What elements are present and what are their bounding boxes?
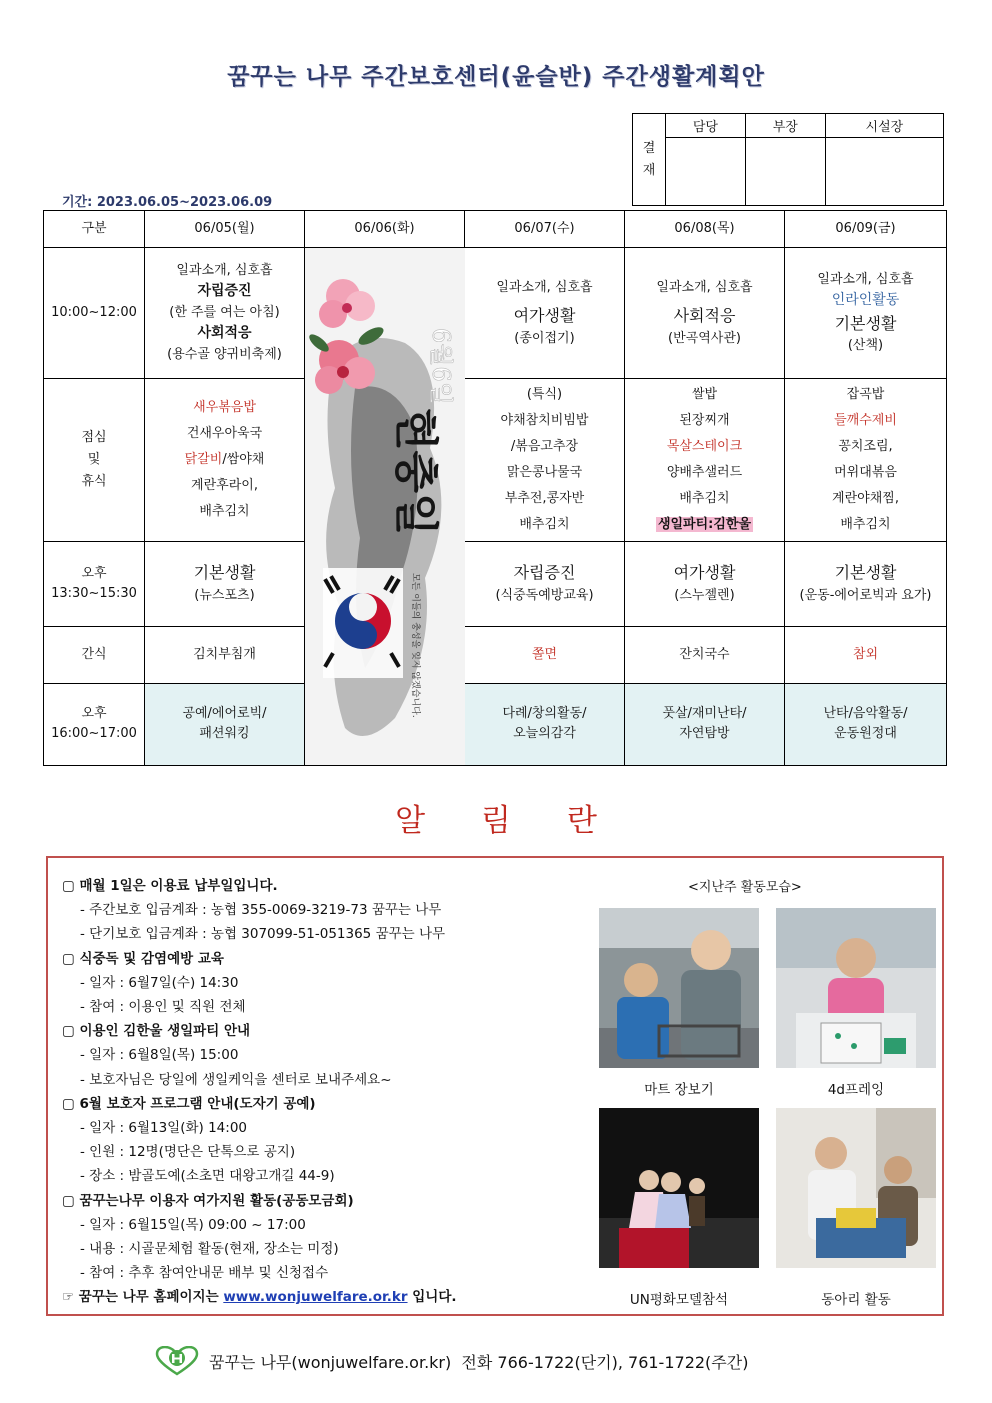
korean-flag-icon [323,568,403,678]
approval-table [632,113,944,206]
approval-role-manager: 담당 [666,114,746,138]
header-thu: 06/08(목) [625,211,785,248]
photo-caption-mart: 마트 장보기 [644,1082,714,1098]
approval-role-head: 시설장 [825,114,943,138]
photo-caption-club: 동아리 활동 [821,1292,891,1308]
notice-box [46,856,944,1316]
header-fri: 06/09(금) [785,211,947,248]
photos-title: <지난주 활동모습> [688,880,802,895]
snack-thu: 잔치국수 [625,626,785,683]
snack-wed: 쫄면 [465,626,625,683]
afternoon1-fri: 기본생활 (운동-에어로빅과 요가) [785,541,947,626]
notice-line: - 내용 : 시골문체험 활동(현재, 장소는 미정) [80,1241,339,1258]
approval-role-director: 부장 [745,114,825,138]
birthday-party-badge: 생일파티:김한울 [657,516,752,532]
holiday-cell [305,248,465,766]
header-tue: 06/06(화) [305,211,465,248]
row-label-snack: 간식 [44,626,145,683]
lunch-mon: 새우볶음밥 건새우아욱국 닭갈비/쌈야채 계란후라이, 배추김치 [145,379,305,541]
notice-line: - 참여 : 추후 참여안내문 배부 및 신청접수 [80,1265,329,1282]
approval-side-label: 결 재 [633,114,666,206]
notice-line: - 인원 : 12명(명단은 단톡으로 공지) [80,1144,296,1161]
homepage-link[interactable]: www.wonjuwelfare.or.kr [223,1289,408,1306]
snack-mon: 김치부침개 [145,626,305,683]
approval-sign-head [825,138,943,206]
row-label-afternoon1: 오후 13:30~15:30 [44,541,145,626]
snack-fri: 참외 [785,626,947,683]
footer-text: 꿈꾸는 나무(wonjuwelfare.or.kr) 전화 766-1722(단기), 761-1722(주간) [209,1352,749,1372]
photo-mart [599,908,759,1068]
header-wed: 06/07(수) [465,211,625,248]
notice-line: - 주간보호 입금계좌 : 농협 355-0069-3219-73 꿈꾸는 나무 [80,902,442,919]
afternoon2-fri: 난타/음악활동/ 운동원정대 [785,683,947,765]
row-label-morning: 10:00~12:00 [44,248,145,379]
memorial-day-poster [305,248,465,765]
lunch-fri: 잡곡밥 들깨수제비 꽁치조림, 머위대볶음 계란야채찜, 배추김치 [785,379,947,541]
notice-line: - 일자 : 6월7일(수) 14:30 [80,974,239,991]
afternoon2-wed: 다례/창의활동/ 오늘의감각 [465,683,625,765]
notice-heading: 알림란 [395,803,653,839]
afternoon1-mon: 기본생활 (뉴스포츠) [145,541,305,626]
photo-caption-un-peace: UN평화모델참석 [629,1292,729,1308]
footer [155,1346,748,1376]
heart-logo-icon [155,1346,199,1376]
notice-line: - 보호자님은 당일에 생일케익을 센터로 보내주세요~ [80,1071,392,1088]
notice-line: - 참여 : 이용인 및 직원 전체 [80,999,246,1016]
approval-sign-director [745,138,825,206]
notice-line: - 일자 : 6월13일(화) 14:00 [80,1120,247,1137]
afternoon1-wed: 자립증진 (식중독예방교육) [465,541,625,626]
photo-club [776,1108,936,1268]
schedule-table [43,210,947,766]
morning-mon: 일과소개, 심호흡 자립증진 (한 주를 여는 아침) 사회적응 (용수골 양귀비축제) [145,248,305,379]
row-label-lunch: 점심 및 휴식 [44,379,145,541]
photo-caption-4d-frame: 4d프레잉 [827,1082,885,1098]
club-activity-photo-icon [776,1108,936,1268]
notice-line: ▢ 6월 보호자 프로그램 안내(도자기 공예) [62,1095,316,1112]
morning-fri: 일과소개, 심호흡 인라인활동 기본생활 (산책) [785,248,947,379]
notice-line: - 장소 : 밤골도예(소초면 대왕고개길 44-9) [80,1168,335,1185]
notice-line: ▢ 매월 1일은 이용료 납부일입니다. [62,878,278,894]
period-label: 기간: 2023.06.05~2023.06.09 [62,195,273,210]
notice-line: ▢ 꿈꾸는나무 이용자 여가지원 활동(공동모금회) [62,1192,354,1209]
afternoon1-thu: 여가생활 (스누젤렌) [625,541,785,626]
notice-line: - 일자 : 6월15일(목) 09:00 ~ 17:00 [80,1216,306,1233]
photo-4d-frame [776,908,936,1068]
morning-wed: 일과소개, 심호흡 여가생활 (종이접기) [465,248,625,379]
afternoon2-mon: 공예/에어로빅/ 패션워킹 [145,683,305,765]
holiday-date-text: 6월6일 [427,328,455,405]
row-label-afternoon2: 오후 16:00~17:00 [44,683,145,765]
4d-frame-photo-icon [776,908,936,1068]
afternoon2-thu: 풋살/재미난타/ 자연탐방 [625,683,785,765]
homepage-line: ☞ 꿈꾸는 나무 홈페이지는 www.wonjuwelfare.or.kr 입니다. [62,1289,457,1306]
page-title: 꿈꾸는 나무 주간보호센터(윤슬반) 주간생활계획안 [227,64,765,90]
lunch-wed: (특식) 야채참치비빔밥 /볶음고추장 맑은콩나물국 부추전,콩자반 배추김치 [465,379,625,541]
holiday-name-text: 현충일 [390,408,441,536]
notice-line: ▢ 식중독 및 감염예방 교육 [62,950,224,967]
un-peace-model-photo-icon [599,1108,759,1268]
notice-list [62,874,602,1310]
notice-line: - 일자 : 6월8일(목) 15:00 [80,1047,239,1064]
notice-line: - 단기보호 입금계좌 : 농협 307099-51-051365 꿈꾸는 나무 [80,926,446,943]
header-category: 구분 [44,211,145,248]
header-mon: 06/05(월) [145,211,305,248]
notice-line: ▢ 이용인 김한울 생일파티 안내 [62,1023,251,1040]
morning-thu: 일과소개, 심호흡 사회적응 (반곡역사관) [625,248,785,379]
photo-un-peace [599,1108,759,1268]
holiday-caption-text: 모든 이들의 충성을 잊지 않겠습니다. [410,573,420,718]
lunch-thu: 쌀밥 된장찌개 목살스테이크 양배추샐러드 배추김치 생일파티:김한울 [625,379,785,541]
approval-sign-manager [666,138,746,206]
mart-shopping-photo-icon [599,908,759,1068]
